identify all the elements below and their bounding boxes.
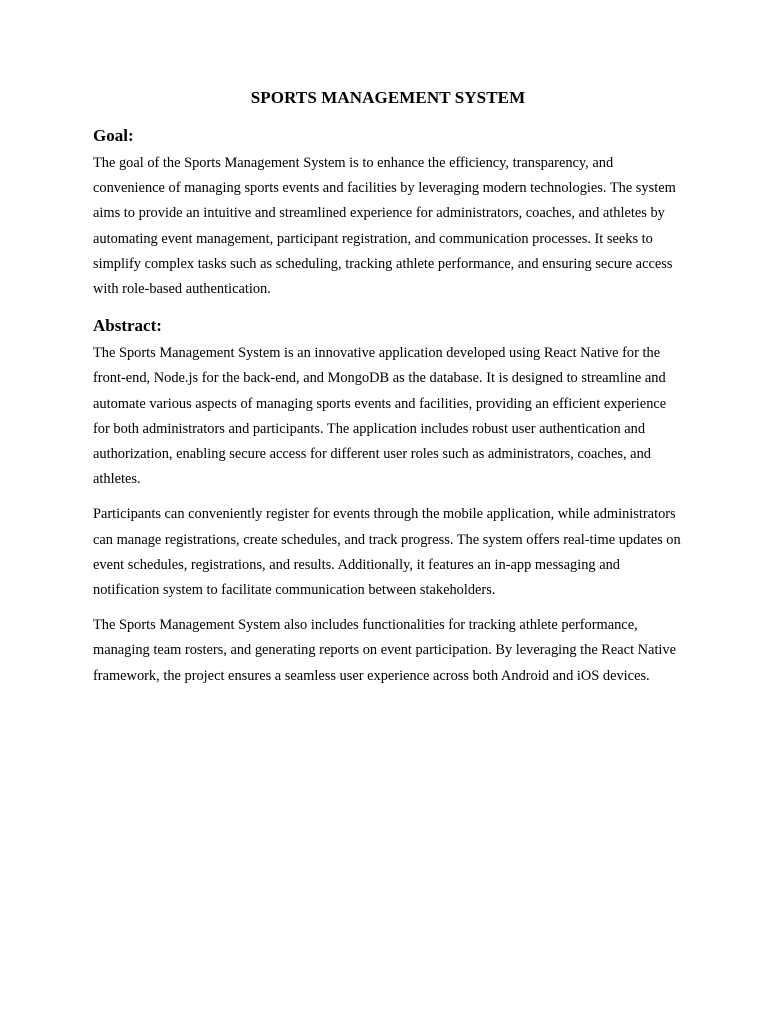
- goal-paragraph: The goal of the Sports Management System is to enhance the efficiency, transparency, and convenience of managing sports events and facilities by leveraging modern technologies. The system aims to provide an intuitive and streamlined experience for administrators, coaches, and athletes by automating event management, participant registration, and communication processes. It seeks to simplify complex tasks such as scheduling, tracking athlete performance, and ensuring secure access with role-based authentication.: [93, 155, 676, 298]
- section-heading-abstract: Abstract:: [93, 316, 162, 336]
- document-title: SPORTS MANAGEMENT SYSTEM: [250, 88, 526, 107]
- abstract-paragraph-3: The Sports Management System also includes functionalities for tracking athlete performance, managing team rosters, and generating reports on event participation. By leveraging the React Native framework, the project ensures a seamless user experience across both Android and iOS devices.: [93, 617, 677, 684]
- section-heading-goal: Goal:: [93, 126, 134, 145]
- abstract-paragraph-2: Participants can conveniently register for events through the mobile application, while administrators can manage registrations, create schedules, and track progress. The system offers real-time updates on event schedules, registrations, and results. Additionally, it features an in-app messaging and notification system to facilitate communication between stakeholders.: [93, 506, 681, 599]
- abstract-paragraph-1: The Sports Management System is an innovative application developed using React Native for the front-end, Node.js for the back-end, and MongoDB as the database. It is designed to streamline and automate various aspects of managing sports events and facilities, providing an efficient experience for both administrators and participants. The application includes robust user authentication and authorization, enabling secure access for different user roles such as administrators, coaches, and athletes.: [93, 345, 667, 488]
- document-page: [93, 86, 683, 689]
